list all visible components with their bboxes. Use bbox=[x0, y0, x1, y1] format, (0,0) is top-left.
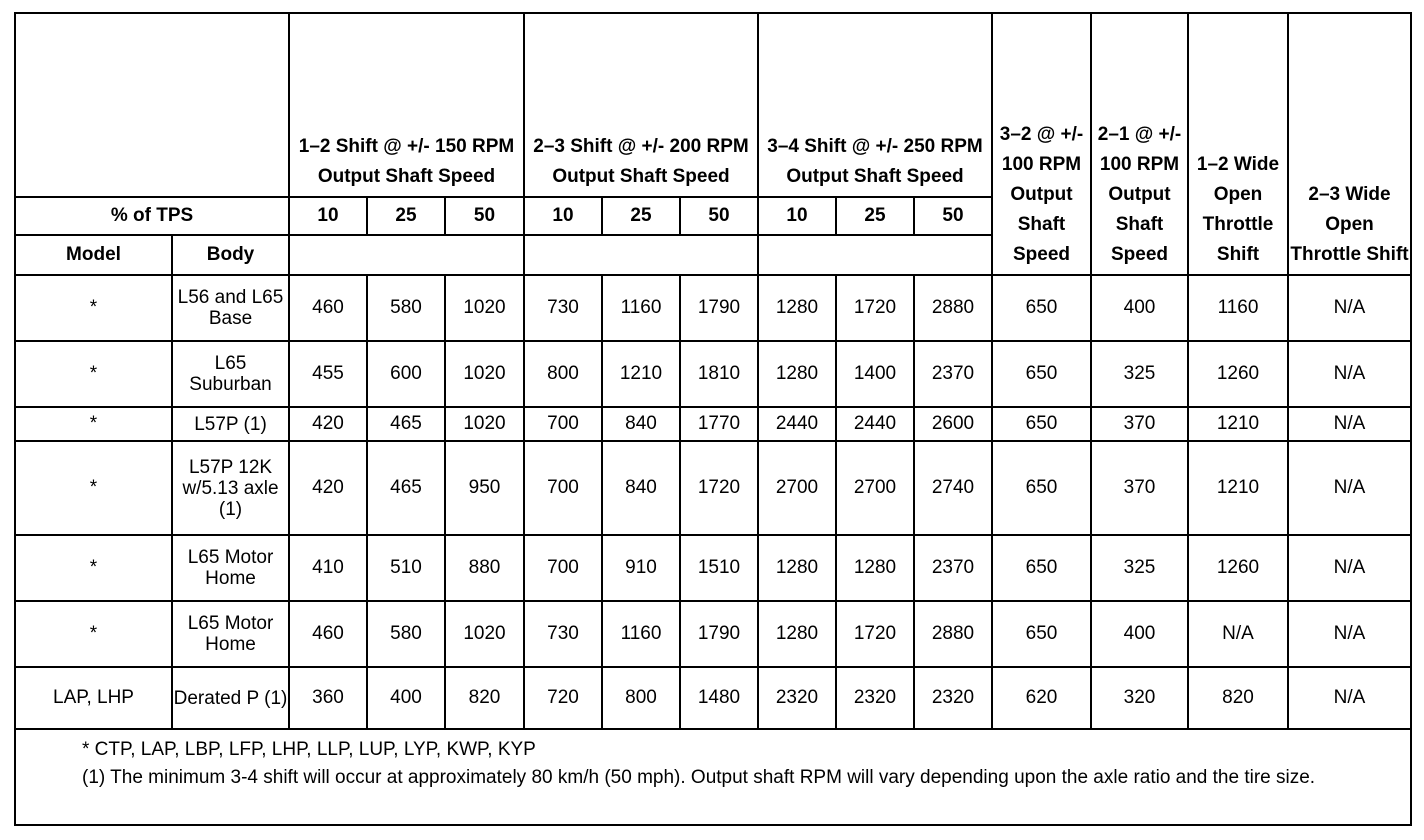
model-column-header: Model bbox=[15, 235, 172, 275]
footnotes bbox=[15, 729, 1411, 825]
value-cell: 2740 bbox=[914, 441, 992, 535]
value-cell: N/A bbox=[1288, 341, 1411, 407]
value-cell: 1720 bbox=[680, 441, 758, 535]
header-shift-23: 2–3 Shift @ +/- 200 RPM Output Shaft Speed bbox=[524, 13, 758, 197]
body-cell: L65 Motor Home bbox=[172, 601, 289, 667]
body-cell: L65 Motor Home bbox=[172, 535, 289, 601]
value-cell: 460 bbox=[289, 601, 367, 667]
value-cell: 730 bbox=[524, 275, 602, 341]
table-row bbox=[15, 441, 1411, 535]
footnote-models: * CTP, LAP, LBP, LFP, LHP, LLP, LUP, LYP, KWP, KYP bbox=[82, 739, 536, 760]
value-cell: N/A bbox=[1288, 601, 1411, 667]
value-cell: N/A bbox=[1288, 535, 1411, 601]
value-cell: 1020 bbox=[445, 341, 524, 407]
value-cell: 2320 bbox=[914, 667, 992, 729]
value-cell: 620 bbox=[992, 667, 1091, 729]
value-cell: 370 bbox=[1091, 441, 1188, 535]
tps-label: % of TPS bbox=[15, 197, 289, 235]
blank-cell bbox=[289, 235, 524, 275]
body-cell: L57P 12K w/5.13 axle (1) bbox=[172, 441, 289, 535]
value-cell: 1280 bbox=[836, 535, 914, 601]
value-cell: 1020 bbox=[445, 601, 524, 667]
blank-cell bbox=[758, 235, 992, 275]
tps-value: 50 bbox=[445, 197, 524, 235]
value-cell: 325 bbox=[1091, 341, 1188, 407]
value-cell: 2440 bbox=[836, 407, 914, 441]
shift-speed-table bbox=[14, 12, 1412, 826]
value-cell: 465 bbox=[367, 407, 445, 441]
value-cell: N/A bbox=[1288, 667, 1411, 729]
value-cell: 730 bbox=[524, 601, 602, 667]
body-cell: L57P (1) bbox=[172, 407, 289, 441]
model-cell: * bbox=[15, 601, 172, 667]
value-cell: 420 bbox=[289, 441, 367, 535]
value-cell: 2700 bbox=[758, 441, 836, 535]
value-cell: 2320 bbox=[758, 667, 836, 729]
table-row bbox=[15, 407, 1411, 441]
value-cell: 1280 bbox=[758, 601, 836, 667]
value-cell: 400 bbox=[367, 667, 445, 729]
tps-value: 25 bbox=[367, 197, 445, 235]
value-cell: 325 bbox=[1091, 535, 1188, 601]
value-cell: 320 bbox=[1091, 667, 1188, 729]
value-cell: N/A bbox=[1288, 407, 1411, 441]
value-cell: 1790 bbox=[680, 275, 758, 341]
value-cell: 650 bbox=[992, 407, 1091, 441]
value-cell: 370 bbox=[1091, 407, 1188, 441]
header-wot-23: 2–3 Wide Open Throttle Shift bbox=[1288, 13, 1411, 275]
value-cell: 1160 bbox=[1188, 275, 1288, 341]
footnote-shift: (1) The minimum 3-4 shift will occur at approximately 80 km/h (50 mph). Output shaft RPM will vary depending upon the axle ratio and the tire size. bbox=[82, 767, 1316, 788]
value-cell: 820 bbox=[445, 667, 524, 729]
value-cell: 600 bbox=[367, 341, 445, 407]
header-shift-12: 1–2 Shift @ +/- 150 RPM Output Shaft Speed bbox=[289, 13, 524, 197]
value-cell: 465 bbox=[367, 441, 445, 535]
model-cell: LAP, LHP bbox=[15, 667, 172, 729]
value-cell: 650 bbox=[992, 275, 1091, 341]
value-cell: 1510 bbox=[680, 535, 758, 601]
value-cell: 1280 bbox=[758, 535, 836, 601]
value-cell: 1400 bbox=[836, 341, 914, 407]
tps-value: 25 bbox=[836, 197, 914, 235]
value-cell: 820 bbox=[1188, 667, 1288, 729]
header-shift-21: 2–1 @ +/- 100 RPM Output Shaft Speed bbox=[1091, 13, 1188, 275]
value-cell: 650 bbox=[992, 441, 1091, 535]
value-cell: 650 bbox=[992, 341, 1091, 407]
value-cell: 700 bbox=[524, 407, 602, 441]
value-cell: 460 bbox=[289, 275, 367, 341]
table-row bbox=[15, 667, 1411, 729]
table-row bbox=[15, 341, 1411, 407]
value-cell: 950 bbox=[445, 441, 524, 535]
value-cell: 840 bbox=[602, 441, 680, 535]
model-cell: * bbox=[15, 441, 172, 535]
value-cell: 1480 bbox=[680, 667, 758, 729]
header-wot-12: 1–2 Wide Open Throttle Shift bbox=[1188, 13, 1288, 275]
value-cell: 1160 bbox=[602, 601, 680, 667]
value-cell: 580 bbox=[367, 601, 445, 667]
value-cell: 420 bbox=[289, 407, 367, 441]
value-cell: 910 bbox=[602, 535, 680, 601]
tps-value: 10 bbox=[289, 197, 367, 235]
model-cell: * bbox=[15, 341, 172, 407]
value-cell: 1160 bbox=[602, 275, 680, 341]
value-cell: 1720 bbox=[836, 601, 914, 667]
header-blank-cell bbox=[15, 13, 289, 197]
tps-value: 10 bbox=[524, 197, 602, 235]
value-cell: 510 bbox=[367, 535, 445, 601]
value-cell: 2440 bbox=[758, 407, 836, 441]
value-cell: N/A bbox=[1288, 275, 1411, 341]
value-cell: 410 bbox=[289, 535, 367, 601]
value-cell: 720 bbox=[524, 667, 602, 729]
value-cell: 1260 bbox=[1188, 341, 1288, 407]
model-cell: * bbox=[15, 275, 172, 341]
body-cell: Derated P (1) bbox=[172, 667, 289, 729]
value-cell: 2370 bbox=[914, 535, 992, 601]
body-cell: L56 and L65 Base bbox=[172, 275, 289, 341]
value-cell: 2600 bbox=[914, 407, 992, 441]
value-cell: 360 bbox=[289, 667, 367, 729]
header-shift-34: 3–4 Shift @ +/- 250 RPM Output Shaft Speed bbox=[758, 13, 992, 197]
value-cell: N/A bbox=[1288, 441, 1411, 535]
value-cell: 1210 bbox=[1188, 407, 1288, 441]
value-cell: 840 bbox=[602, 407, 680, 441]
value-cell: 580 bbox=[367, 275, 445, 341]
tps-value: 50 bbox=[680, 197, 758, 235]
value-cell: 880 bbox=[445, 535, 524, 601]
tps-value: 10 bbox=[758, 197, 836, 235]
value-cell: N/A bbox=[1188, 601, 1288, 667]
value-cell: 2320 bbox=[836, 667, 914, 729]
header-shift-32: 3–2 @ +/- 100 RPM Output Shaft Speed bbox=[992, 13, 1091, 275]
value-cell: 1020 bbox=[445, 275, 524, 341]
value-cell: 1280 bbox=[758, 341, 836, 407]
body-cell: L65 Suburban bbox=[172, 341, 289, 407]
model-cell: * bbox=[15, 535, 172, 601]
tps-value: 50 bbox=[914, 197, 992, 235]
notes-row bbox=[15, 729, 1411, 825]
value-cell: 2370 bbox=[914, 341, 992, 407]
header-row bbox=[15, 13, 1411, 197]
value-cell: 800 bbox=[524, 341, 602, 407]
value-cell: 400 bbox=[1091, 275, 1188, 341]
value-cell: 1020 bbox=[445, 407, 524, 441]
model-cell: * bbox=[15, 407, 172, 441]
blank-cell bbox=[524, 235, 758, 275]
value-cell: 800 bbox=[602, 667, 680, 729]
value-cell: 455 bbox=[289, 341, 367, 407]
table-row bbox=[15, 601, 1411, 667]
body-column-header: Body bbox=[172, 235, 289, 275]
value-cell: 1210 bbox=[1188, 441, 1288, 535]
value-cell: 2700 bbox=[836, 441, 914, 535]
value-cell: 1790 bbox=[680, 601, 758, 667]
value-cell: 700 bbox=[524, 441, 602, 535]
value-cell: 1260 bbox=[1188, 535, 1288, 601]
value-cell: 2880 bbox=[914, 275, 992, 341]
value-cell: 1810 bbox=[680, 341, 758, 407]
value-cell: 1210 bbox=[602, 341, 680, 407]
tps-value: 25 bbox=[602, 197, 680, 235]
table-row bbox=[15, 535, 1411, 601]
table-row bbox=[15, 275, 1411, 341]
value-cell: 2880 bbox=[914, 601, 992, 667]
value-cell: 1280 bbox=[758, 275, 836, 341]
value-cell: 1770 bbox=[680, 407, 758, 441]
value-cell: 1720 bbox=[836, 275, 914, 341]
value-cell: 700 bbox=[524, 535, 602, 601]
value-cell: 400 bbox=[1091, 601, 1188, 667]
value-cell: 650 bbox=[992, 535, 1091, 601]
value-cell: 650 bbox=[992, 601, 1091, 667]
